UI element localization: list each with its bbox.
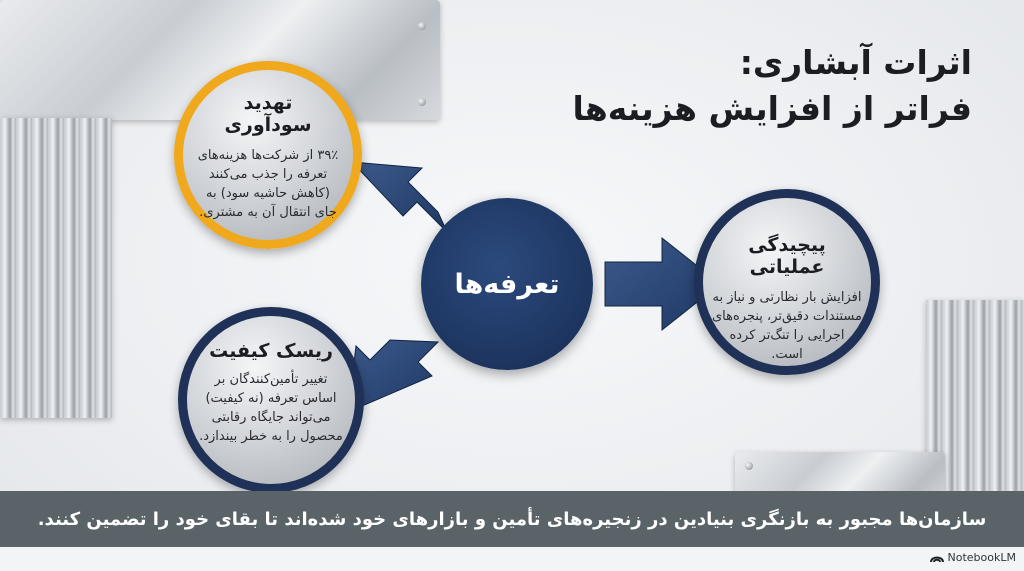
node-profit-threat [174,61,362,249]
footer-strip [0,547,1024,571]
arrow-to-profit [352,162,447,232]
title-line-1: اثرات آبشاری: [739,43,972,82]
banner-text: سازمان‌ها مجبور به بازنگری بنیادین در زنجیره‌های تأمین و بازارهای خود شده‌اند تا بقای خود را تضمین کنند. [37,508,987,530]
node-quality-risk [178,307,364,493]
node-operational-complexity [694,189,880,375]
brand-label: NotebookLM [947,551,1016,564]
node-operations-body: افزایش بار نظارتی و نیاز به مستندات دقیق‌تر، پنجره‌های اجرایی را تنگ‌تر کرده است. [711,290,862,362]
node-quality-title: ریسک کیفیت [209,340,333,362]
notebooklm-logo-icon [930,553,944,563]
title-line-2: فراتر از افزایش هزینه‌ها [572,89,972,128]
brand-watermark [930,551,1016,564]
node-profit-title: تهدید سودآوری [224,92,312,136]
center-node-label: تعرفه‌ها [454,268,560,300]
node-profit-body: ۳۹٪ از شرکت‌ها هزینه‌های تعرفه را جذب می‌کنند (کاهش حاشیه سود) به جای انتقال آن به مشتری. [197,148,339,220]
node-operations-title: پیچیدگی عملیاتی [748,234,826,278]
page-title [573,40,973,132]
node-quality-body: تغییر تأمین‌کنندگان بر اساس تعرفه (نه کیفیت) می‌تواند جایگاه رقابتی محصول را به خطر بیندازد. [199,372,343,444]
center-node-tariffs [421,198,593,370]
bottom-banner [0,491,1024,547]
